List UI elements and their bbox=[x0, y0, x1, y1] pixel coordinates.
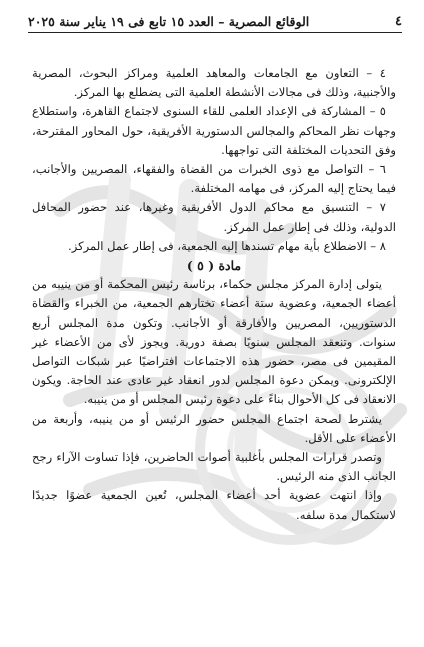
page-number: ٤ bbox=[395, 13, 402, 29]
article-paragraph-4: وإذا انتهت عضوية أحد أعضاء المجلس، تُعين الجمعية عضوًا جديدًا لاستكمال مدة سلفه. bbox=[32, 488, 396, 522]
article-title: مادة ( ٥ ) bbox=[186, 258, 242, 274]
document-body bbox=[32, 64, 396, 525]
list-item-5: ٥ – المشاركة فى الإعداد العلمى للقاء السنوى لاجتماع القاهرة، واستطلاع وجهات نظر المحاكم والمجالس الدستورية الأفريقية، حول المحاور المقترحة، وفق التحديات المختلفة التى تواجهها. bbox=[32, 104, 396, 157]
list-item-7: ٧ – التنسيق مع محاكم الدول الأفريقية وغيرها، عند حضور المحافل الدولية، وذلك فى إطار عمل المركز. bbox=[32, 200, 396, 234]
article-paragraph-2: يشترط لصحة اجتماع المجلس حضور الرئيس أو من ينيبه، وأربعة من الأعضاء على الأقل. bbox=[32, 411, 396, 445]
gazette-running-title: الوقائع المصرية – العدد ١٥ تابع فى ١٩ يناير سنة ٢٠٢٥ bbox=[28, 13, 310, 29]
list-item-8: ٨ – الاضطلاع بأية مهام تسندها إليه الجمعية، فى إطار عمل المركز. bbox=[68, 238, 386, 253]
page-header bbox=[28, 10, 402, 33]
article-paragraph-1: يتولى إدارة المركز مجلس حكماء، برئاسة رئيس المحكمة أو من ينيبه من أعضاء الجمعية، وعضوية ستة أعضاء تختارهم الجمعية، من الخبراء والقضاة الدستوريين، المصريين والأفارقة أو الأجانب. وتكون مدة المجلس أربع سنوات. وتنعقد المجلس سنويًا بصفة دورية. ويجوز لأى من الأعضاء غير المقيمين فى مصر، حضور هذه الاجتماعات افتراضيًا عبر شبكات التواصل الإلكترونى. ويمكن دعوة المجلس لدور انعقاد غير عادى عند الحاجة. ويكون الانعقاد فى كل الأحوال بناءً على دعوة رئيس المجلس أو من ينيبه. bbox=[32, 277, 396, 407]
article-paragraph-3: وتصدر قرارات المجلس بأغلبية أصوات الحاضرين، فإذا تساوت الآراء رجح الجانب الذى منه الرئيس. bbox=[32, 450, 396, 484]
list-item-4: ٤ – التعاون مع الجامعات والمعاهد العلمية ومراكز البحوث، المصرية والأجنبية، وذلك فى مجالات الأنشطة العلمية التى يضطلع بها المركز. bbox=[32, 66, 396, 100]
list-item-6: ٦ – التواصل مع ذوى الخبرات من القضاة والفقهاء، المصريين والأجانب، فيما يحتاج إليه المركز، فى مهامه المختلفة. bbox=[32, 162, 396, 196]
